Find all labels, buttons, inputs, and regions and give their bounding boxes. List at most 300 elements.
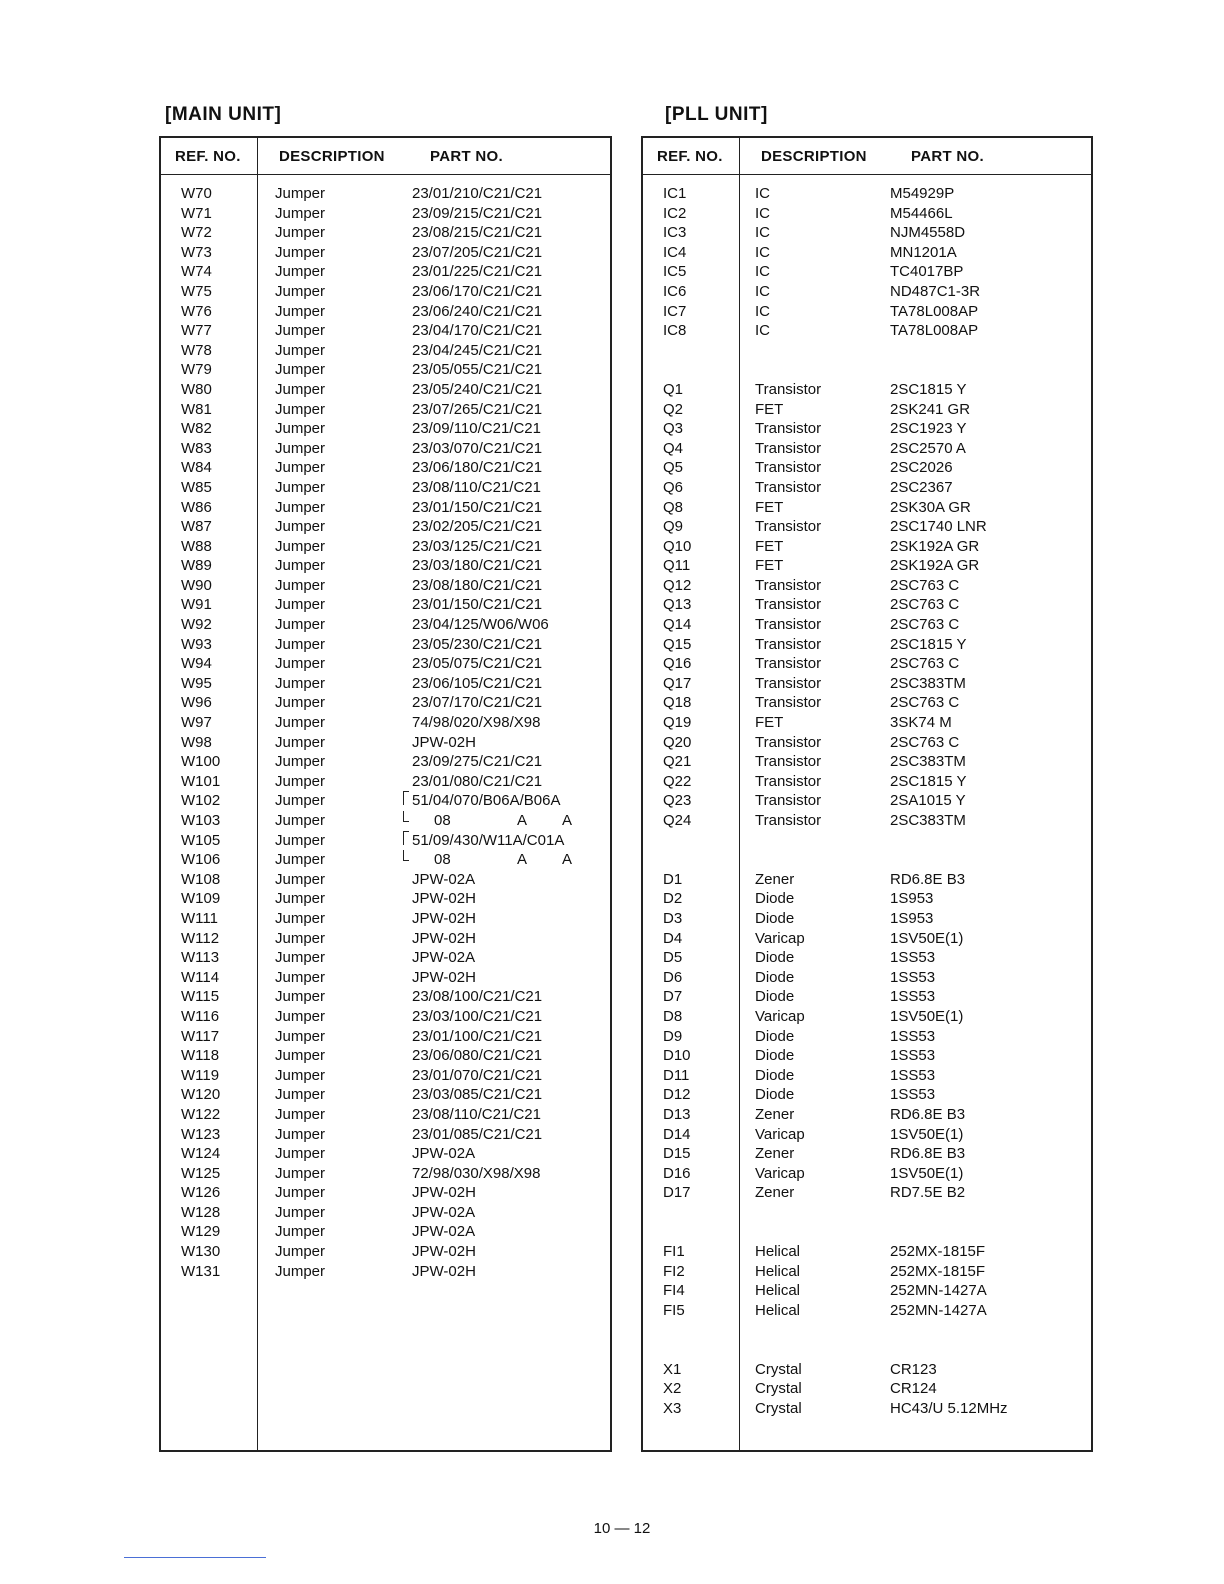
table-row bbox=[643, 1027, 1091, 1047]
table-row bbox=[643, 1125, 1091, 1145]
table-row bbox=[643, 713, 1091, 733]
part-no-cell: 252MN-1427A bbox=[890, 1282, 987, 1300]
description-cell: Transistor bbox=[755, 459, 822, 477]
table-row bbox=[643, 1281, 1091, 1301]
ref-no-cell: W81 bbox=[181, 400, 212, 418]
part-no-cell: 23/09/110/C21/C21 bbox=[412, 420, 541, 438]
ref-no-cell: IC4 bbox=[663, 243, 687, 261]
description-cell: Varicap bbox=[755, 929, 805, 947]
table-row bbox=[643, 889, 1091, 909]
part-no-cell: 2SC763 C bbox=[890, 694, 960, 712]
part-no-cell: 2SC763 C bbox=[890, 733, 960, 751]
ref-no-cell: W72 bbox=[181, 224, 212, 242]
description-cell: IC bbox=[755, 263, 770, 281]
table-row bbox=[161, 556, 610, 576]
ref-no-cell: X1 bbox=[663, 1360, 682, 1378]
description-cell: Zener bbox=[755, 1184, 795, 1202]
table-row bbox=[643, 556, 1091, 576]
footer-rule bbox=[124, 1557, 266, 1558]
description-cell: Transistor bbox=[755, 380, 822, 398]
part-no-cell: TA78L008AP bbox=[890, 302, 979, 320]
description-cell: Jumper bbox=[275, 851, 326, 869]
part-no-cell: 23/03/100/C21/C21 bbox=[412, 1007, 543, 1025]
table-row bbox=[161, 889, 610, 909]
part-no-cell: 23/05/075/C21/C21 bbox=[412, 655, 543, 673]
description-cell: Jumper bbox=[275, 185, 326, 202]
ref-no-cell: W109 bbox=[181, 890, 221, 908]
part-no-cell: JPW-02A bbox=[412, 1203, 476, 1221]
ref-no-cell: Q9 bbox=[663, 518, 684, 536]
description-cell: FET bbox=[755, 400, 784, 418]
ref-no-cell: W94 bbox=[181, 655, 212, 673]
ref-no-cell: W91 bbox=[181, 596, 212, 614]
table-row bbox=[643, 223, 1091, 243]
part-no-cell: 1SS53 bbox=[890, 1066, 936, 1084]
part-no-cell: RD6.8E B3 bbox=[890, 1145, 966, 1163]
description-cell: Zener bbox=[755, 870, 795, 888]
description-cell: Varicap bbox=[755, 1007, 805, 1025]
ref-no-cell: X3 bbox=[663, 1399, 682, 1417]
pll-unit-table bbox=[641, 136, 1093, 1452]
table-row bbox=[161, 439, 610, 459]
table-row bbox=[643, 1085, 1091, 1105]
part-no-cell: JPW-02H bbox=[412, 733, 476, 751]
ref-no-cell: W75 bbox=[181, 282, 212, 300]
description-cell: Transistor bbox=[755, 655, 822, 673]
table-row bbox=[161, 1085, 610, 1105]
part-no-cell: 23/04/245/C21/C21 bbox=[412, 341, 543, 359]
part-no-cell: JPW-02H bbox=[412, 890, 476, 908]
ref-no-cell: W119 bbox=[181, 1066, 220, 1084]
description-cell: Crystal bbox=[755, 1360, 802, 1378]
part-no-cell: 1SV50E(1) bbox=[890, 1125, 964, 1143]
description-cell: Transistor bbox=[755, 439, 822, 457]
description-cell: Zener bbox=[755, 1145, 795, 1163]
header-description: DESCRIPTION bbox=[761, 148, 867, 165]
part-no-cell: 1SS53 bbox=[890, 949, 936, 967]
table-row bbox=[643, 341, 1091, 361]
ref-no-cell: W108 bbox=[181, 870, 221, 888]
part-no-cell: 23/08/100/C21/C21 bbox=[412, 988, 543, 1006]
ref-no-cell: W97 bbox=[181, 714, 212, 732]
table-row bbox=[643, 1340, 1091, 1360]
ref-no-cell: FI2 bbox=[663, 1262, 685, 1280]
header-description: DESCRIPTION bbox=[279, 148, 385, 165]
ref-no-cell: Q16 bbox=[663, 655, 692, 673]
part-suffix-cell: A bbox=[517, 851, 528, 869]
table-row bbox=[161, 1105, 610, 1125]
table-row bbox=[643, 204, 1091, 224]
table-row bbox=[643, 948, 1091, 968]
table-row bbox=[643, 439, 1091, 459]
description-cell: Crystal bbox=[755, 1399, 802, 1417]
ref-no-cell: W131 bbox=[181, 1262, 221, 1280]
description-cell: Jumper bbox=[275, 988, 326, 1006]
ref-no-cell: D15 bbox=[663, 1145, 691, 1163]
part-no-cell: 2SA1015 Y bbox=[890, 792, 966, 810]
ref-no-cell: W84 bbox=[181, 459, 212, 477]
table-row bbox=[643, 1399, 1091, 1419]
table-row bbox=[161, 360, 610, 380]
header-ref-no: REF. NO. bbox=[175, 148, 241, 165]
ref-no-cell: W103 bbox=[181, 812, 221, 829]
description-cell: Helical bbox=[755, 1282, 801, 1300]
table-row bbox=[643, 184, 1091, 204]
table-row bbox=[643, 909, 1091, 929]
description-cell: Jumper bbox=[275, 518, 326, 536]
description-cell: Jumper bbox=[275, 341, 326, 359]
table-row bbox=[161, 1262, 610, 1282]
part-no-cell: 2SC2026 bbox=[890, 459, 953, 477]
ref-no-cell: Q12 bbox=[663, 576, 692, 594]
part-no-cell: 1SS53 bbox=[890, 968, 936, 986]
table-row bbox=[643, 595, 1091, 615]
description-cell: Jumper bbox=[275, 968, 326, 986]
main-unit-title: [MAIN UNIT] bbox=[165, 104, 282, 125]
description-cell: Jumper bbox=[275, 1086, 326, 1104]
description-cell: FET bbox=[755, 498, 784, 516]
table-row bbox=[161, 419, 610, 439]
description-cell: Jumper bbox=[275, 459, 326, 477]
table-row bbox=[643, 987, 1091, 1007]
table-row bbox=[161, 615, 610, 635]
table-row bbox=[643, 321, 1091, 341]
ref-no-cell: D6 bbox=[663, 968, 683, 986]
ref-no-cell: D5 bbox=[663, 949, 683, 967]
table-row bbox=[643, 615, 1091, 635]
description-cell: Jumper bbox=[275, 302, 326, 320]
part-no-cell: TC4017BP bbox=[890, 263, 964, 281]
table-row bbox=[643, 1262, 1091, 1282]
part-no-cell: 23/01/080/C21/C21 bbox=[412, 772, 543, 790]
ref-no-cell: Q17 bbox=[663, 674, 692, 692]
part-no-cell: 23/01/070/C21/C21 bbox=[412, 1066, 543, 1084]
ref-no-cell: W105 bbox=[181, 831, 221, 849]
ref-no-cell: W106 bbox=[181, 851, 221, 869]
part-no-cell: 23/06/080/C21/C21 bbox=[412, 1047, 543, 1065]
part-no-cell: JPW-02A bbox=[412, 949, 476, 967]
part-no-cell: 2SC383TM bbox=[890, 753, 966, 771]
part-suffix-cell: A bbox=[562, 812, 573, 829]
ref-no-cell: W114 bbox=[181, 968, 220, 986]
part-no-cell: 51/04/070/B06A/B06A bbox=[412, 792, 561, 810]
page-number: 10 — 12 bbox=[593, 1520, 651, 1537]
ref-no-cell: Q22 bbox=[663, 772, 692, 790]
description-cell: IC bbox=[755, 185, 770, 202]
description-cell: Jumper bbox=[275, 557, 326, 575]
ref-no-cell: Q19 bbox=[663, 714, 692, 732]
table-row bbox=[643, 1046, 1091, 1066]
table-row bbox=[643, 262, 1091, 282]
part-no-cell: 23/05/230/C21/C21 bbox=[412, 635, 543, 653]
table-row bbox=[161, 1183, 610, 1203]
description-cell: IC bbox=[755, 243, 770, 261]
ref-no-cell: IC1 bbox=[663, 185, 687, 202]
ref-no-cell: W87 bbox=[181, 518, 212, 536]
ref-no-cell: D9 bbox=[663, 1027, 683, 1045]
table-row bbox=[643, 1105, 1091, 1125]
ref-no-cell: IC3 bbox=[663, 224, 687, 242]
ref-no-cell: D3 bbox=[663, 909, 683, 927]
table-row bbox=[643, 870, 1091, 890]
ref-no-cell: Q10 bbox=[663, 537, 692, 555]
description-cell: Jumper bbox=[275, 1184, 326, 1202]
ref-no-cell: X2 bbox=[663, 1380, 682, 1398]
description-cell: Jumper bbox=[275, 929, 326, 947]
description-cell: Jumper bbox=[275, 635, 326, 653]
part-no-cell: 2SC1815 Y bbox=[890, 380, 967, 398]
part-no-cell: 252MN-1427A bbox=[890, 1301, 987, 1319]
part-no-cell: 23/02/205/C21/C21 bbox=[412, 518, 543, 536]
description-cell: Diode bbox=[755, 909, 795, 927]
pll-unit-title: [PLL UNIT] bbox=[665, 104, 768, 125]
description-cell: Jumper bbox=[275, 870, 326, 888]
part-no-cell: RD6.8E B3 bbox=[890, 870, 966, 888]
part-no-cell: TA78L008AP bbox=[890, 322, 979, 340]
description-cell: Jumper bbox=[275, 361, 326, 379]
header-part-no: PART NO. bbox=[430, 148, 503, 165]
description-cell: Jumper bbox=[275, 1243, 326, 1261]
part-no-cell: 23/01/210/C21/C21 bbox=[412, 185, 543, 202]
description-cell: Jumper bbox=[275, 1125, 326, 1143]
ref-no-cell: D16 bbox=[663, 1164, 691, 1182]
description-cell: Transistor bbox=[755, 576, 822, 594]
description-cell: Transistor bbox=[755, 635, 822, 653]
description-cell: Jumper bbox=[275, 831, 326, 849]
table-row bbox=[643, 243, 1091, 263]
description-cell: Crystal bbox=[755, 1380, 802, 1398]
part-no-cell: JPW-02H bbox=[412, 1262, 476, 1280]
description-cell: Jumper bbox=[275, 1145, 326, 1163]
ref-no-cell: W70 bbox=[181, 185, 212, 202]
ref-no-cell: W74 bbox=[181, 263, 212, 281]
ref-no-cell: Q20 bbox=[663, 733, 692, 751]
part-no-cell: 2SC763 C bbox=[890, 576, 960, 594]
description-cell: Jumper bbox=[275, 694, 326, 712]
table-row bbox=[161, 576, 610, 596]
description-cell: Transistor bbox=[755, 478, 822, 496]
ref-no-cell: IC8 bbox=[663, 322, 687, 340]
ref-no-cell: W100 bbox=[181, 753, 221, 771]
table-row bbox=[161, 674, 610, 694]
part-no-cell: 08 bbox=[434, 851, 451, 869]
ref-no-cell: W102 bbox=[181, 792, 221, 810]
part-no-cell: M54929P bbox=[890, 185, 955, 202]
part-no-cell: NJM4558D bbox=[890, 224, 966, 242]
table-row bbox=[643, 576, 1091, 596]
ref-no-cell: W101 bbox=[181, 772, 221, 790]
description-cell: Jumper bbox=[275, 792, 326, 810]
table-row bbox=[161, 909, 610, 929]
part-no-cell: HC43/U 5.12MHz bbox=[890, 1399, 1008, 1417]
ref-no-cell: D2 bbox=[663, 890, 683, 908]
ref-no-cell: Q21 bbox=[663, 753, 692, 771]
ref-no-cell: W90 bbox=[181, 576, 212, 594]
table-row bbox=[161, 243, 610, 263]
table-row bbox=[643, 1242, 1091, 1262]
part-no-cell: 23/01/150/C21/C21 bbox=[412, 498, 543, 516]
ref-no-cell: IC7 bbox=[663, 302, 687, 320]
table-row bbox=[643, 811, 1091, 831]
table-row bbox=[643, 419, 1091, 439]
description-cell: Diode bbox=[755, 1047, 795, 1065]
ref-no-cell: D13 bbox=[663, 1105, 691, 1123]
ref-no-cell: Q4 bbox=[663, 439, 684, 457]
description-cell: Diode bbox=[755, 968, 795, 986]
ref-no-cell: Q15 bbox=[663, 635, 692, 653]
description-cell: Jumper bbox=[275, 1164, 326, 1182]
table-row bbox=[643, 635, 1091, 655]
part-no-cell: RD6.8E B3 bbox=[890, 1105, 966, 1123]
part-no-cell: 2SK241 GR bbox=[890, 400, 971, 418]
table-row bbox=[643, 929, 1091, 949]
description-cell: FET bbox=[755, 714, 784, 732]
ref-no-cell: FI5 bbox=[663, 1301, 685, 1319]
part-no-cell: 2SC1740 LNR bbox=[890, 518, 987, 536]
description-cell: Transistor bbox=[755, 518, 822, 536]
description-cell: IC bbox=[755, 322, 770, 340]
description-cell: Jumper bbox=[275, 439, 326, 457]
part-no-cell: 23/07/205/C21/C21 bbox=[412, 243, 543, 261]
part-no-cell: CR124 bbox=[890, 1380, 937, 1398]
description-cell: Varicap bbox=[755, 1125, 805, 1143]
ref-no-cell: W126 bbox=[181, 1184, 221, 1202]
table-row bbox=[643, 1007, 1091, 1027]
ref-no-cell: W112 bbox=[181, 929, 220, 947]
part-no-cell: JPW-02A bbox=[412, 1145, 476, 1163]
table-row bbox=[643, 1183, 1091, 1203]
table-row bbox=[161, 635, 610, 655]
table-row bbox=[643, 537, 1091, 557]
part-no-cell: 1SV50E(1) bbox=[890, 1164, 964, 1182]
ref-no-cell: W129 bbox=[181, 1223, 221, 1241]
ref-no-cell: IC2 bbox=[663, 204, 687, 222]
ref-no-cell: Q23 bbox=[663, 792, 692, 810]
description-cell: Jumper bbox=[275, 674, 326, 692]
description-cell: Jumper bbox=[275, 1007, 326, 1025]
table-row bbox=[643, 1301, 1091, 1321]
table-row bbox=[161, 341, 610, 361]
ref-no-cell: W78 bbox=[181, 341, 212, 359]
description-cell: Jumper bbox=[275, 243, 326, 261]
ref-no-cell: W120 bbox=[181, 1086, 221, 1104]
description-cell: Jumper bbox=[275, 1047, 326, 1065]
part-no-cell: 2SC763 C bbox=[890, 596, 960, 614]
description-cell: Transistor bbox=[755, 674, 822, 692]
part-suffix-cell: A bbox=[562, 851, 573, 869]
part-no-cell: 23/07/170/C21/C21 bbox=[412, 694, 543, 712]
table-row bbox=[161, 537, 610, 557]
part-no-cell: 2SC1815 Y bbox=[890, 635, 967, 653]
ref-no-cell: W113 bbox=[181, 949, 220, 967]
table-row bbox=[643, 360, 1091, 380]
table-row bbox=[643, 752, 1091, 772]
bracket-mark bbox=[403, 811, 409, 822]
part-no-cell: 23/06/180/C21/C21 bbox=[412, 459, 543, 477]
part-no-cell: 1SS53 bbox=[890, 988, 936, 1006]
description-cell: IC bbox=[755, 302, 770, 320]
table-row bbox=[161, 850, 610, 870]
ref-no-cell: W93 bbox=[181, 635, 212, 653]
ref-no-cell: W118 bbox=[181, 1047, 220, 1065]
part-no-cell: 23/08/215/C21/C21 bbox=[412, 224, 543, 242]
table-row bbox=[161, 1222, 610, 1242]
part-no-cell: 23/03/085/C21/C21 bbox=[412, 1086, 543, 1104]
table-row bbox=[161, 204, 610, 224]
ref-no-cell: D17 bbox=[663, 1184, 691, 1202]
ref-no-cell: W71 bbox=[181, 204, 212, 222]
ref-no-cell: W111 bbox=[181, 909, 218, 927]
table-row bbox=[161, 595, 610, 615]
description-cell: Jumper bbox=[275, 655, 326, 673]
ref-no-cell: W122 bbox=[181, 1105, 221, 1123]
ref-no-cell: Q11 bbox=[663, 557, 691, 575]
table-row bbox=[161, 478, 610, 498]
part-no-cell: 23/04/170/C21/C21 bbox=[412, 322, 543, 340]
part-no-cell: 23/01/150/C21/C21 bbox=[412, 596, 543, 614]
ref-no-cell: D4 bbox=[663, 929, 683, 947]
table-row bbox=[643, 1379, 1091, 1399]
ref-no-cell: FI4 bbox=[663, 1282, 685, 1300]
ref-no-cell: Q18 bbox=[663, 694, 692, 712]
header-part-no: PART NO. bbox=[911, 148, 984, 165]
part-no-cell: 23/03/070/C21/C21 bbox=[412, 439, 543, 457]
ref-no-cell: Q14 bbox=[663, 616, 692, 634]
table-row bbox=[643, 458, 1091, 478]
part-suffix-cell: A bbox=[517, 812, 528, 829]
part-no-cell: JPW-02H bbox=[412, 1184, 476, 1202]
part-no-cell: 2SC383TM bbox=[890, 674, 966, 692]
table-row bbox=[161, 282, 610, 302]
description-cell: IC bbox=[755, 204, 770, 222]
ref-no-cell: D11 bbox=[663, 1066, 690, 1084]
part-no-cell: 23/03/125/C21/C21 bbox=[412, 537, 543, 555]
ref-no-cell: W92 bbox=[181, 616, 212, 634]
table-row bbox=[161, 302, 610, 322]
part-no-cell: 23/09/275/C21/C21 bbox=[412, 753, 543, 771]
ref-no-cell: W116 bbox=[181, 1007, 220, 1025]
description-cell: Diode bbox=[755, 890, 795, 908]
part-no-cell: RD7.5E B2 bbox=[890, 1184, 966, 1202]
table-row bbox=[161, 948, 610, 968]
ref-no-cell: W98 bbox=[181, 733, 212, 751]
part-no-cell: 2SC763 C bbox=[890, 616, 960, 634]
table-row bbox=[161, 987, 610, 1007]
table-row bbox=[161, 498, 610, 518]
part-no-cell: 2SC2570 A bbox=[890, 439, 966, 457]
table-row bbox=[643, 654, 1091, 674]
description-cell: Jumper bbox=[275, 733, 326, 751]
part-no-cell: 1SS53 bbox=[890, 1027, 936, 1045]
ref-no-cell: W79 bbox=[181, 361, 212, 379]
description-cell: Jumper bbox=[275, 772, 326, 790]
table-row bbox=[643, 380, 1091, 400]
description-cell: Jumper bbox=[275, 1223, 326, 1241]
table-row bbox=[643, 400, 1091, 420]
part-no-cell: 2SK192A GR bbox=[890, 557, 980, 575]
part-no-cell: 74/98/020/X98/X98 bbox=[412, 714, 541, 732]
table-row bbox=[643, 674, 1091, 694]
description-cell: Jumper bbox=[275, 753, 326, 771]
ref-no-cell: D12 bbox=[663, 1086, 691, 1104]
description-cell: Transistor bbox=[755, 596, 822, 614]
description-cell: Transistor bbox=[755, 733, 822, 751]
part-no-cell: 252MX-1815F bbox=[890, 1243, 986, 1261]
description-cell: Jumper bbox=[275, 714, 326, 732]
part-no-cell: 2SC1923 Y bbox=[890, 420, 967, 438]
header-divider bbox=[643, 174, 1091, 175]
description-cell: Diode bbox=[755, 988, 795, 1006]
